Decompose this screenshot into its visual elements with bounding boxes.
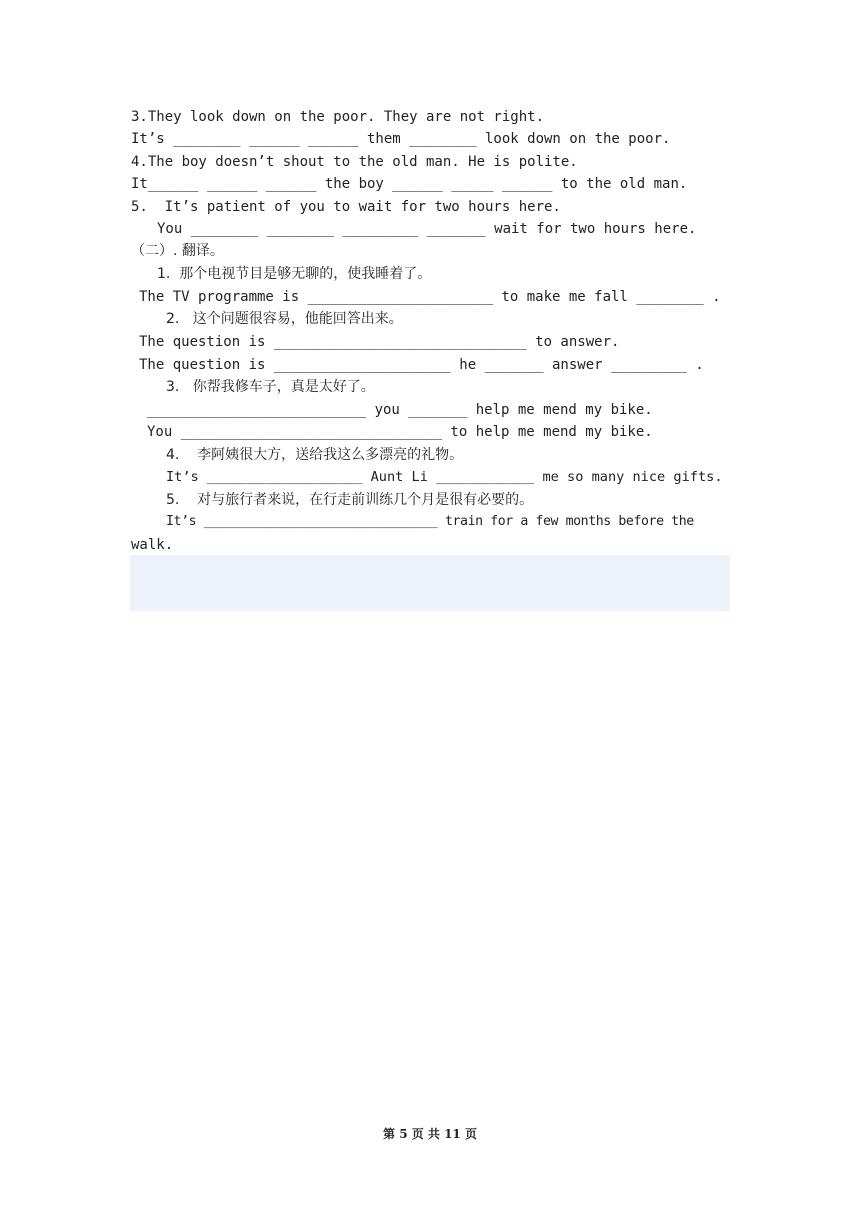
translation-1-answer: The TV programme is ______________________ to make me fall ________ .: [139, 289, 721, 305]
translation-3-prompt: 3. 你帮我修车子，真是太好了。: [166, 379, 375, 395]
translation-3-answer-b: You _______________________________ to help me mend my bike.: [147, 424, 653, 440]
translation-4-answer: It’s ___________________ Aunt Li ____________ me so many nice gifts.: [166, 469, 723, 485]
question-4-rewrite: It______ ______ ______ the boy ______ _____ ______ to the old man.: [131, 176, 688, 192]
translation-5-answer-cont: walk.: [131, 537, 174, 553]
translation-3-answer-a: __________________________ you _______ help me mend my bike.: [147, 402, 653, 418]
page-footer: 第 5 页 共 11 页: [383, 1127, 477, 1141]
question-4-sentence: 4.The boy doesn’t shout to the old man. He is polite.: [131, 154, 578, 170]
translation-1-prompt: 1. 那个电视节目是够无聊的，使我睡着了。: [157, 266, 432, 282]
translation-2-answer-a: The question is ______________________________ to answer.: [139, 334, 620, 350]
translation-2-prompt: 2. 这个问题很容易，他能回答出来。: [166, 311, 403, 327]
translation-4-prompt: 4. 李阿姨很大方，送给我这么多漂亮的礼物。: [166, 447, 464, 463]
translation-5-answer: It’s _______________________________ train for a few months before the: [166, 514, 694, 529]
question-3-rewrite: It’s ________ ______ ______ them ________ look down on the poor.: [131, 131, 671, 147]
shaded-answer-area: [130, 555, 730, 611]
translation-2-answer-b: The question is _____________________ he _______ answer _________ .: [139, 357, 704, 373]
question-5-rewrite: You ________ ________ _________ _______ wait for two hours here.: [157, 221, 697, 237]
question-5-sentence: 5. It’s patient of you to wait for two hours here.: [131, 199, 561, 215]
translation-5-prompt: 5. 对与旅行者来说，在行走前训练几个月是很有必要的。: [166, 492, 534, 508]
question-3-sentence: 3.They look down on the poor. They are not right.: [131, 109, 545, 125]
section-2-heading: （二）. 翻译。: [131, 243, 224, 259]
